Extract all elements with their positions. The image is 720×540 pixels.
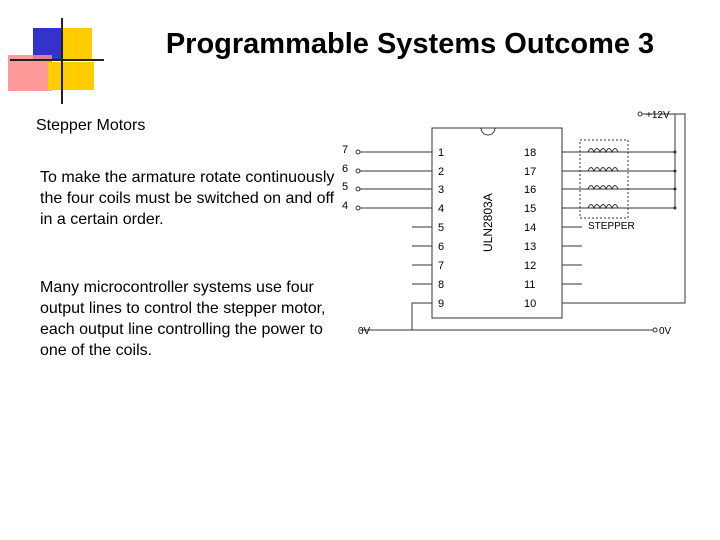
chip-pin-right: 12 xyxy=(524,260,537,272)
chip-pin-right: 11 xyxy=(524,279,536,291)
coil-4-icon xyxy=(588,205,618,209)
chip-pin-right: 10 xyxy=(524,298,537,310)
input-terminal-7 xyxy=(356,150,360,154)
ground-right-label: 0V xyxy=(659,326,672,337)
chip-pin-right: 16 xyxy=(524,184,537,196)
chip-pin-right: 14 xyxy=(524,222,537,234)
chip-pin-right: 18 xyxy=(524,147,537,159)
chip-pin-left: 6 xyxy=(438,241,445,253)
stepper-label: STEPPER xyxy=(588,221,635,232)
coil-3-icon xyxy=(588,186,618,190)
coil-junction-2 xyxy=(674,170,677,173)
chip-pin-left: 8 xyxy=(438,279,445,291)
ground-left-label: 0V xyxy=(358,326,371,337)
chip-pin-right: 15 xyxy=(524,203,537,215)
chip-pin-left: 7 xyxy=(438,260,445,272)
chip-pin-left: 4 xyxy=(438,203,445,215)
coil-2-icon xyxy=(588,168,618,172)
chip-label: ULN2803A xyxy=(481,193,495,252)
coil-1-icon xyxy=(588,149,618,153)
chip-pin-right: 17 xyxy=(524,166,537,178)
input-line-label: 6 xyxy=(342,163,349,175)
chip-notch xyxy=(481,128,495,135)
supply-terminal xyxy=(638,112,642,116)
slide-title: Programmable Systems Outcome 3 xyxy=(165,28,655,60)
input-line-label: 7 xyxy=(342,144,349,156)
paragraph-microcontroller: Many microcontroller systems use four output lines to control the stepper motor, each output line controlling the power to one of the coils. xyxy=(40,279,326,359)
slide-subtitle: Stepper Motors xyxy=(36,117,146,134)
chip-pin-left: 2 xyxy=(438,166,445,178)
chip-pin-left: 5 xyxy=(438,222,445,234)
ground-terminal xyxy=(653,328,657,332)
supply-label: +12V xyxy=(646,110,670,121)
coil-junction-1 xyxy=(674,151,677,154)
chip-pin-right: 13 xyxy=(524,241,537,253)
chip-pin-left: 9 xyxy=(438,298,445,310)
pin9-ground-wire xyxy=(412,303,432,330)
input-terminal-4 xyxy=(356,206,360,210)
chip-pin-left: 3 xyxy=(438,184,445,196)
paragraph-coils: To make the armature rotate continuously the four coils must be switched on and off in a certain order. xyxy=(40,169,335,228)
input-line-label: 4 xyxy=(342,200,349,212)
input-terminal-5 xyxy=(356,187,360,191)
input-terminal-6 xyxy=(356,169,360,173)
coil-junction-4 xyxy=(674,207,677,210)
coil-junction-3 xyxy=(674,188,677,191)
input-line-label: 5 xyxy=(342,181,349,193)
uln2803-chip xyxy=(432,128,562,318)
chip-pin-left: 1 xyxy=(438,147,445,159)
